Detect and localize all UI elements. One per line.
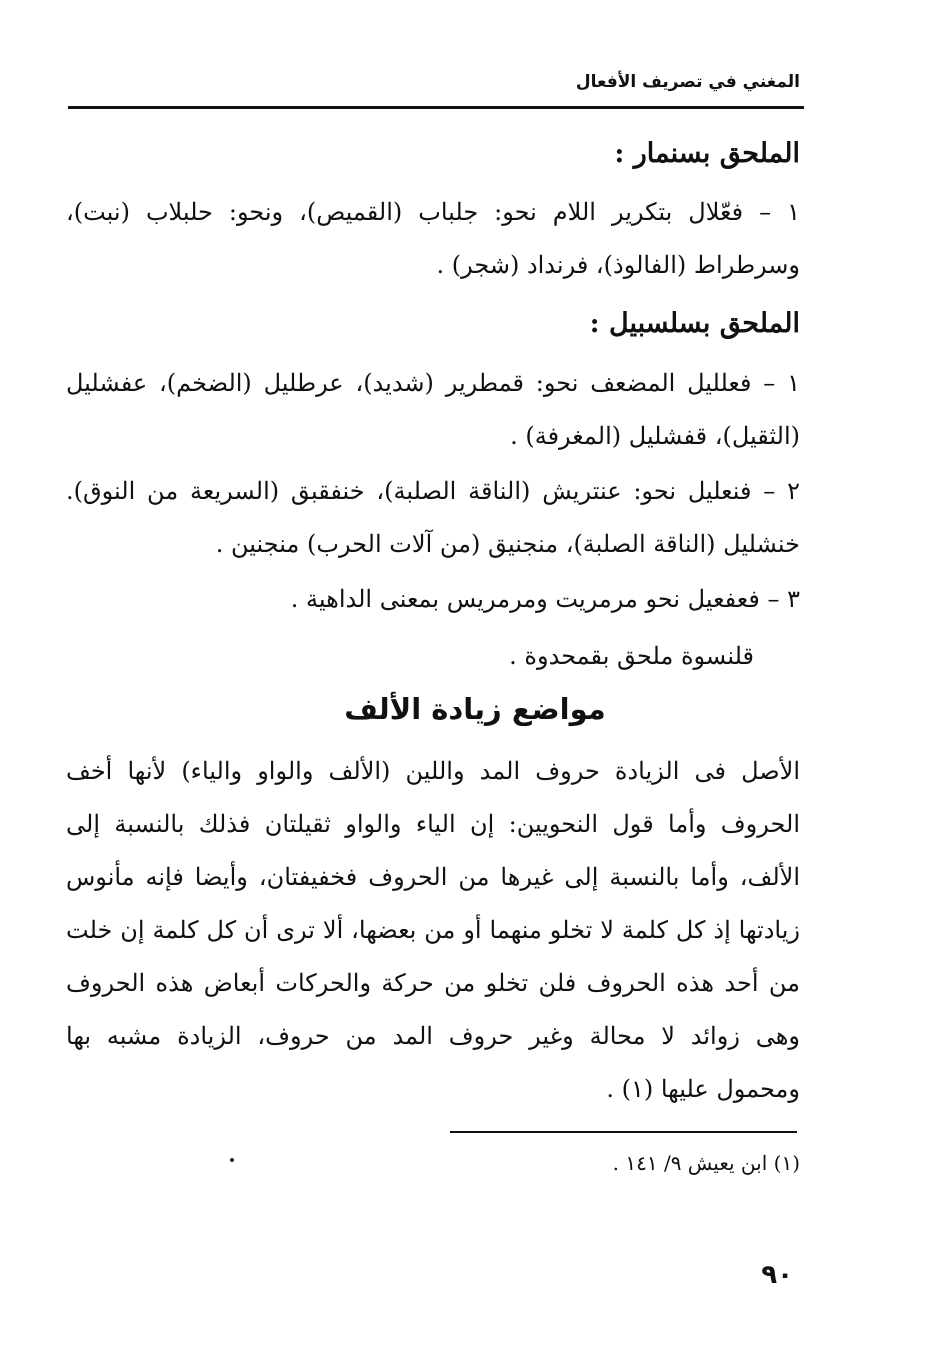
section-heading-sinmar: الملحق بسنمار : — [614, 138, 800, 169]
body-paragraph: الأصل فى الزيادة حروف المد واللين (الألف والواو والياء) لأنها أخف الحروف وأما قول النحويين: إن الياء والواو ثقيلتان فذلك بالنسبة إلى الألف، وأما بالنسبة إلى غيرها من الحروف فخفيفتان، وأيضا فإنه مأنوس زيادتها إذ كل كلمة لا تخلو منهما أو من بعضها، ألا ترى أن كل كلمة إن خلت من أحد هذه الحروف فلن تخلو من حركة والحركات أبعاض هذه الحروف وهى زوائد لا محالة وغير حروف المد من حروف، الزيادة مشبه بها ومحمول عليها (١) . — [66, 757, 800, 1103]
footnote: (١) ابن يعيش ٩/ ١٤١ . — [612, 1151, 800, 1175]
page-number: ٩٠ — [761, 1260, 793, 1290]
main-heading: مواضع زيادة الألف — [344, 692, 606, 726]
paragraph-salsabil-item-1: ١ – فعلليل المضعف نحو: قمطرير (شديد)، عرطليل (الضخم)، عفشليل (الثقيل)، قفشليل (المغرفة) . — [66, 369, 800, 450]
footnote-rule — [450, 1131, 797, 1133]
paragraph-salsabil-item-3: ٣ – فعفعيل نحو مرمريت ومرمريس بمعنى الداهية . — [290, 585, 800, 613]
header-rule — [68, 106, 804, 109]
section-heading-salsabil: الملحق بسلسبيل : — [589, 308, 800, 339]
stray-dot — [230, 1158, 234, 1162]
paragraph-sinmar-item-1: ١ – فعّلال بتكرير اللام نحو: جلباب (القميص)، ونحو: حلبلاب (نبت)، وسرطراط (الفالوذ)، فرنداد (شجر) . — [66, 198, 800, 279]
paragraph-salsabil-item-2: ٢ – فنعليل نحو: عنتريش (الناقة الصلبة)، خنفقبق (السريعة من النوق). خنشليل (الناقة الصلبة)، منجنيق (من آلات الحرب) منجنين . — [66, 477, 800, 558]
paragraph-salsabil-note: قلنسوة ملحق بقمحدوة . — [509, 642, 754, 670]
running-header: المغني في تصريف الأفعال — [575, 72, 800, 92]
